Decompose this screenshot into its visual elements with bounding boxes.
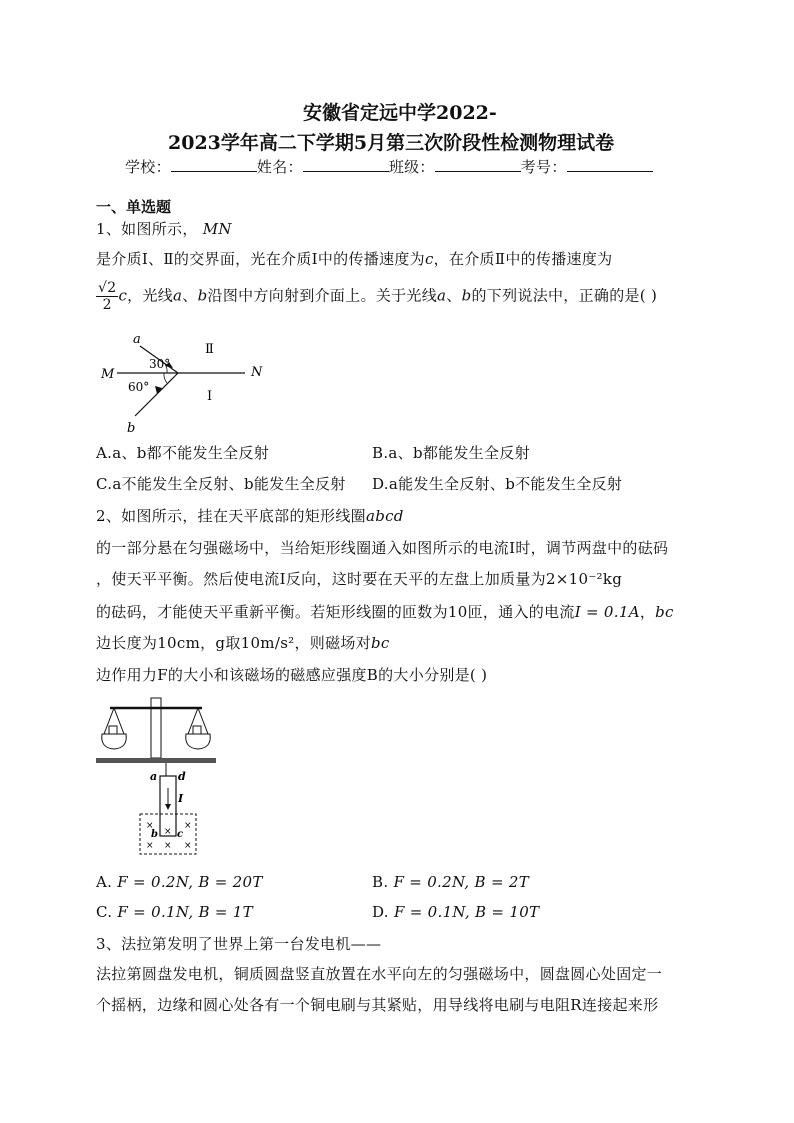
q1-option-d[interactable]: D.a能发生全反射、b不能发生全反射 <box>372 475 623 493</box>
field-class-label: 班级： <box>388 158 435 176</box>
q2-bc1: bc <box>655 603 674 621</box>
label-M: M <box>101 367 115 382</box>
coil-label-c: c <box>177 829 184 840</box>
field-cross-3: × <box>164 827 172 837</box>
field-cross-5: × <box>164 841 172 851</box>
right-weight-icon <box>193 726 201 734</box>
balance-base <box>96 758 216 763</box>
q2-current: I = 0.1A <box>574 603 640 621</box>
class-blank[interactable] <box>435 157 521 172</box>
q2-option-d[interactable]: D. F = 0.1N, B = 10T <box>372 903 540 921</box>
page-title-line2: 2023学年高二下学期5月第三次阶段性检测物理试卷 <box>168 132 615 154</box>
q2-balance-figure <box>96 696 216 862</box>
q1-mn: MN <box>202 220 232 238</box>
q2-bc2: bc <box>371 634 390 652</box>
section-title: 一、单选题 <box>96 198 172 216</box>
label-b: b <box>127 421 136 436</box>
q2-mass: 2×10⁻²kg <box>545 570 623 588</box>
q1-line3 <box>96 280 657 313</box>
q2-line4: 的砝码，才能使天平重新平衡。若矩形线圈的匝数为10匝，通入的电流I = 0.1A，bc <box>96 603 674 621</box>
page-title-line1: 安徽省定远中学2022- <box>303 102 497 124</box>
q1-sep2: 、 <box>446 286 462 305</box>
q1-b2: b <box>461 286 472 305</box>
q1-frac-den: 2 <box>102 297 112 313</box>
q1-option-a[interactable]: A.a、b都不能发生全反射 <box>96 444 270 462</box>
label-N: N <box>251 365 263 380</box>
field-cross-2: × <box>184 821 192 831</box>
right-pan <box>186 734 211 749</box>
q1-line3b: 沿图中方向射到介面上。关于光线 <box>207 286 438 305</box>
q1-line2b: ，在介质Ⅱ中的传播速度为 <box>433 250 613 268</box>
q1-line2 <box>96 248 612 269</box>
q2-line6: 边作用力F的大小和该磁场的磁感应强度B的大小分别是( ) <box>96 666 488 684</box>
q1-option-c[interactable]: C.a不能发生全反射、b能发生全反射 <box>96 475 346 493</box>
q2-line1: 2、如图所示，挂在天平底部的矩形线圈abcd <box>96 507 404 525</box>
label-a: a <box>133 332 141 347</box>
q2-option-a[interactable]: A. F = 0.2N, B = 20T <box>96 873 263 891</box>
info-fields <box>125 156 653 177</box>
q3-line1: 3、法拉第发明了世界上第一台发电机—— <box>96 935 382 953</box>
q1-line1 <box>96 218 232 239</box>
field-exam-no-label: 考号： <box>520 158 567 176</box>
q2-option-b[interactable]: B. F = 0.2N, B = 2T <box>372 873 530 891</box>
q2-line5: 边长度为10cm，g取10m/s²，则磁场对bc <box>96 634 390 652</box>
coil-label-a: a <box>150 770 158 783</box>
q2-option-c[interactable]: C. F = 0.1N, B = 1T <box>96 903 253 921</box>
q1-b1: b <box>197 286 208 305</box>
label-medium-II: Ⅱ <box>205 342 214 357</box>
q2-g: g取10m/s² <box>215 634 295 652</box>
left-weight-icon <box>109 726 117 734</box>
q2-line2: 的一部分悬在匀强磁场中，当给矩形线圈通入如图所示的电流I时，调节两盘中的砝码 <box>96 539 669 557</box>
q1-option-b[interactable]: B.a、b都能发生全反射 <box>372 444 530 462</box>
field-cross-1: × <box>146 821 154 831</box>
angle-label-30: 30° <box>149 357 171 371</box>
exam-no-blank[interactable] <box>567 157 653 172</box>
school-blank[interactable] <box>171 157 257 172</box>
angle-arc-bottom <box>164 373 167 383</box>
angle-label-60: 60° <box>128 380 150 394</box>
q2-abcd: abcd <box>365 507 404 525</box>
name-blank[interactable] <box>303 157 389 172</box>
field-cross-6: × <box>184 841 192 851</box>
q1-frac-num: √2 <box>98 280 117 296</box>
coil-label-d: d <box>178 770 186 783</box>
q1-fraction <box>96 280 118 313</box>
q3-line2: 法拉第圆盘发电机，铜质圆盘竖直放置在水平向左的匀强磁场中，圆盘圆心处固定一 <box>96 965 663 983</box>
q2-line3: ，使天平平衡。然后使电流I反向，这时要在天平的左盘上加质量为2×10⁻²kg <box>96 570 623 588</box>
q1-line2-text: 是介质Ⅰ、Ⅱ的交界面，光在介质Ⅰ中的传播速度为 <box>96 250 425 268</box>
q1-a2: a <box>437 286 447 305</box>
current-label-I: I <box>178 792 184 805</box>
q1-c1: c <box>424 250 434 268</box>
left-pan <box>102 734 127 749</box>
q1-line3c: 的下列说法中，正确的是( ) <box>471 286 658 305</box>
q1-a1: a <box>173 286 183 305</box>
q1-line3-a: ，光线 <box>127 286 174 305</box>
label-medium-I: Ⅰ <box>207 389 213 404</box>
coil-label-b: b <box>151 829 158 840</box>
q3-line3: 个摇柄，边缘和圆心处各有一个铜电刷与其紧贴，用导线将电刷与电阻R连接起来形 <box>96 996 659 1014</box>
q1-c2: c <box>118 286 128 305</box>
field-name-label: 姓名： <box>256 158 303 176</box>
field-school-label: 学校： <box>125 158 171 176</box>
field-cross-4: × <box>146 841 154 851</box>
q1-sep1: 、 <box>182 286 198 305</box>
q1-lead: 1、如图所示， <box>96 220 198 238</box>
q1-refraction-figure <box>95 328 285 438</box>
